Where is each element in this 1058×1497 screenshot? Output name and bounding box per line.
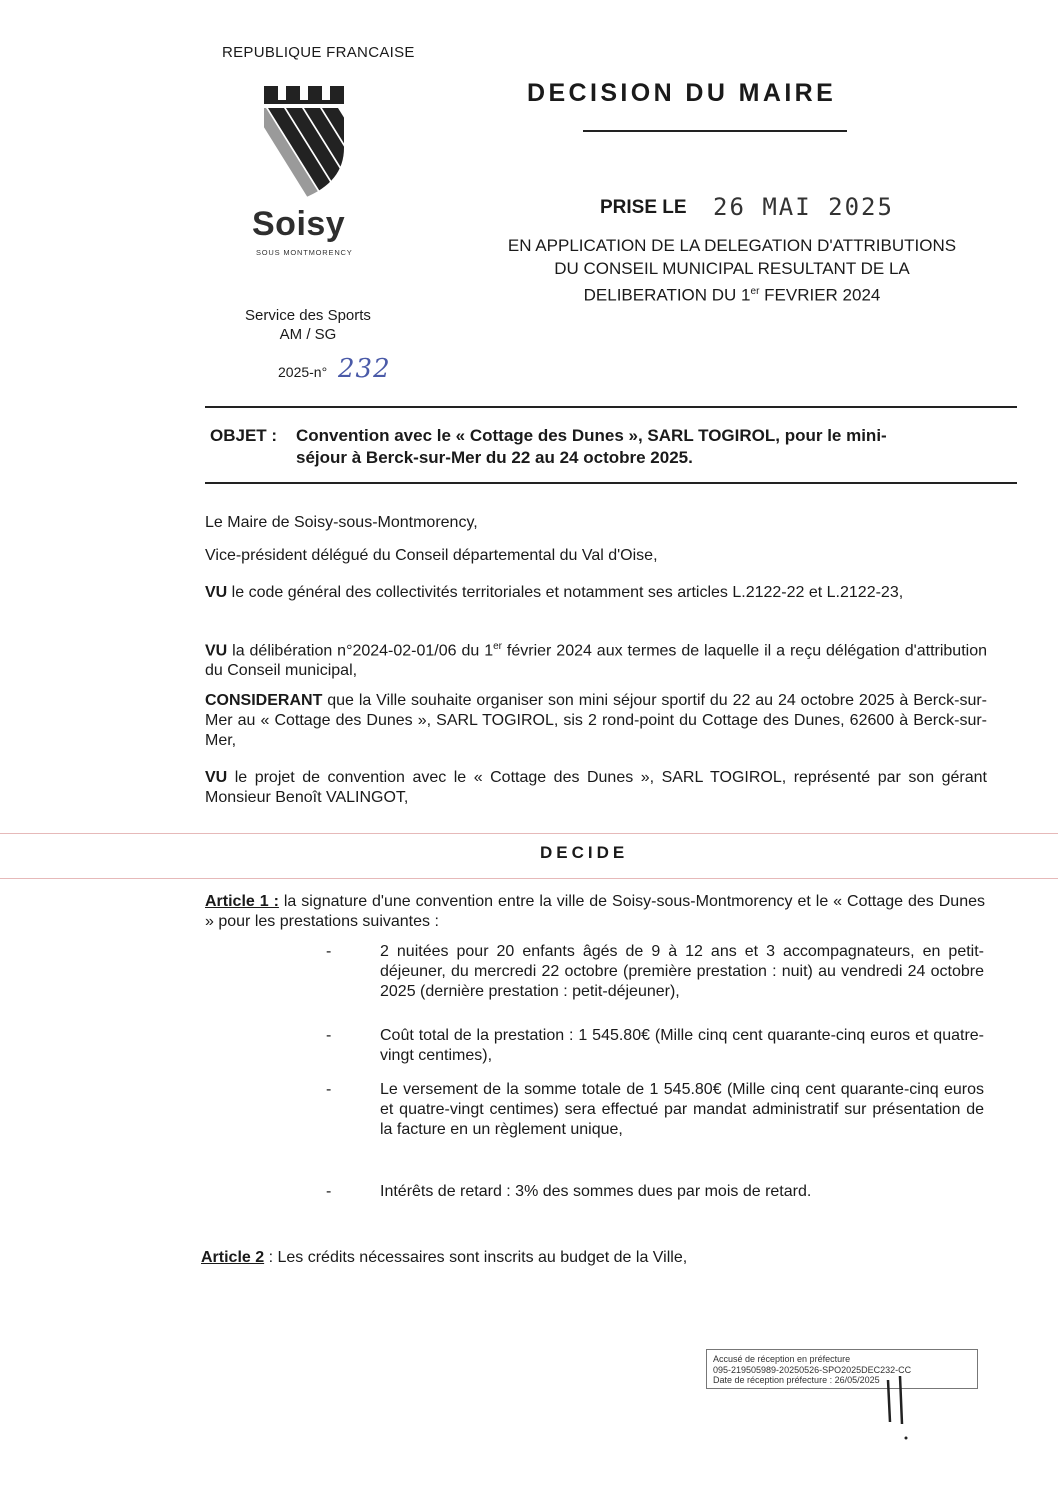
list-item: - Intérêts de retard : 3% des sommes dues par mois de retard.: [326, 1183, 812, 1200]
handwritten-initials-icon: [880, 1372, 920, 1442]
list-item: - Coût total de la prestation : 1 545.80€ (Mille cinq cent quarante-cinq euros et quatre-vingt centimes),: [326, 1027, 984, 1064]
receipt-line-1: Accusé de réception en préfecture: [713, 1354, 851, 1364]
republic-label: REPUBLIQUE FRANCAISE: [222, 44, 415, 61]
prise-label: PRISE LE: [600, 197, 687, 218]
objet-block: [210, 425, 1016, 469]
article-1: [205, 892, 985, 932]
service-block: [228, 306, 388, 344]
list-item: - 2 nuitées pour 20 enfants âgés de 9 à 12 ans et 3 accompagnateurs, en petit-déjeuner, du mercredi 22 octobre (première prestation : nuit) au vendredi 24 octobre 2025 (dernière prestation : petit-déjeuner),: [326, 943, 984, 1000]
receipt-line-3: Date de réception préfecture : 26/05/2025: [713, 1375, 880, 1385]
page-title: DECISION DU MAIRE: [527, 79, 837, 107]
list-item: - Le versement de la somme totale de 1 545.80€ (Mille cinq cent quarante-cinq euros et quatre-vingt centimes) sera effectué par mandat administratif sur présentation de la facture en un règlement unique,: [326, 1081, 984, 1138]
prise-date-stamp: 26 MAI 2025: [713, 193, 894, 221]
article-2-text: : Les crédits nécessaires sont inscrits au budget de la Ville,: [264, 1249, 688, 1266]
preamble-vu-code: VU le code général des collectivités territoriales et notamment ses articles L.2122-22 et L.2122-23,: [205, 584, 904, 601]
delegation-line-3: DELIBERATION DU 1er FEVRIER 2024: [583, 285, 881, 305]
article-2: [201, 1248, 983, 1268]
decide-heading: DECIDE: [540, 843, 629, 862]
delegation-text: [452, 234, 1012, 307]
scan-artifact-line: [0, 878, 1058, 879]
objet-bottom-rule: [205, 482, 1017, 484]
soisy-logo-icon: [262, 86, 346, 198]
preamble-vu-projet: VU le projet de convention avec le « Cottage des Dunes », SARL TOGIROL, représenté par son gérant Monsieur Benoît VALINGOT,: [205, 769, 987, 806]
article-1-label: Article 1 :: [205, 893, 279, 910]
receipt-line-2: 095-219505989-20250526-SPO2025DEC232-CC: [713, 1364, 912, 1375]
objet-label: OBJET :: [210, 426, 278, 445]
preamble-considerant: CONSIDERANT que la Ville souhaite organiser son mini séjour sportif du 22 au 24 octobre 2025 à Berck-sur-Mer au « Cottage des Dunes », SARL TOGIROL, sis 2 rond-point du Cottage des Dunes, 62600 à Berck-sur-Mer,: [205, 692, 987, 749]
preamble-vu-deliberation: VU la délibération n°2024-02-01/06 du 1er février 2024 aux termes de laquelle il a reçu délégation d'attribution du Conseil municipal,: [205, 641, 987, 680]
article-1-text: la signature d'une convention entre la ville de Soisy-sous-Montmorency et le « Cottage des Dunes » pour les prestations suivantes :: [205, 893, 985, 930]
service-initials: AM / SG: [279, 326, 337, 343]
objet-line-2: séjour à Berck-sur-Mer du 22 au 24 octobre 2025.: [296, 448, 693, 467]
preamble-vice-president: Vice-président délégué du Conseil départemental du Val d'Oise,: [205, 547, 658, 564]
title-underline: [583, 130, 847, 132]
decision-number-handwritten: 232: [338, 354, 391, 384]
logo-wordmark: Soisy: [252, 205, 346, 243]
delegation-line-2: DU CONSEIL MUNICIPAL RESULTANT DE LA: [554, 259, 910, 278]
logo-subtitle: SOUS MONTMORENCY: [256, 248, 353, 257]
delegation-line-1: EN APPLICATION DE LA DELEGATION D'ATTRIBUTIONS: [507, 236, 957, 255]
preamble-maire: Le Maire de Soisy-sous-Montmorency,: [205, 514, 478, 531]
objet-top-rule: [205, 406, 1017, 408]
objet-line-1: Convention avec le « Cottage des Dunes », SARL TOGIROL, pour le mini-: [296, 426, 887, 445]
prefecture-receipt-stamp: [706, 1349, 978, 1389]
scan-artifact-line: [0, 833, 1058, 834]
service-name: Service des Sports: [245, 307, 371, 324]
decision-number-label: 2025-n°: [278, 364, 328, 380]
article-2-label: Article 2: [201, 1249, 265, 1266]
